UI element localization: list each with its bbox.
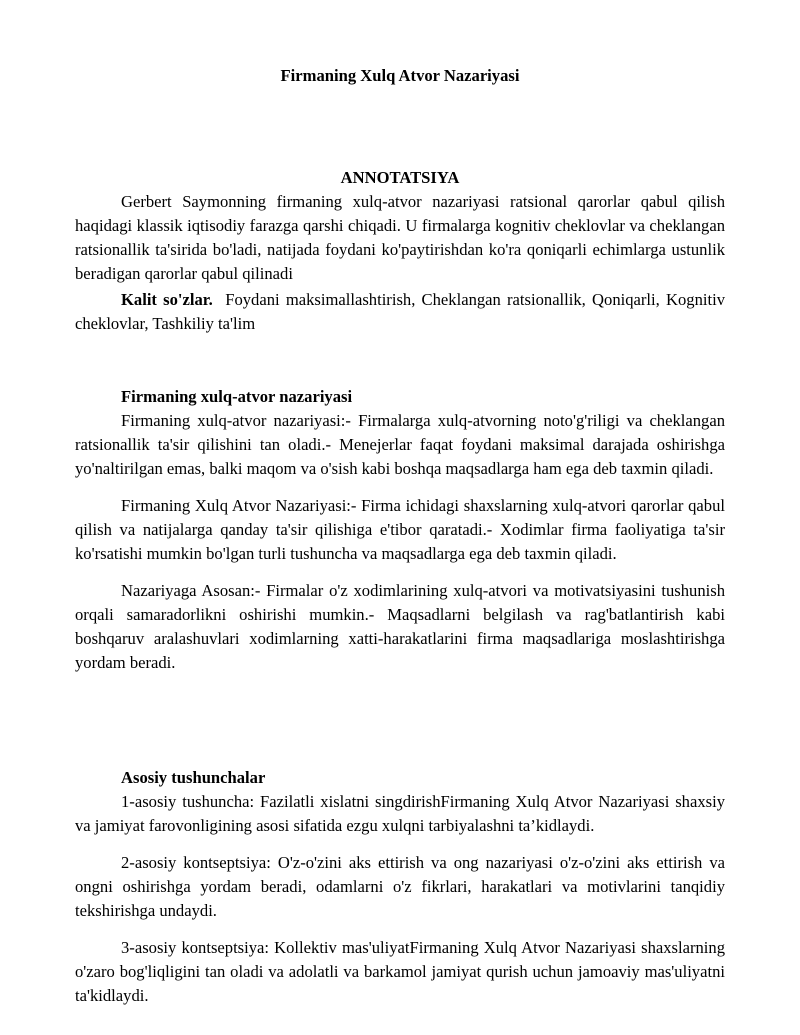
keywords-label: Kalit so'zlar. xyxy=(121,290,213,309)
paragraph: Nazariyaga Asosan:- Firmalar o'z xodimlarining xulq-atvori va motivatsiyasini tushunish orqali samaradorlikni oshirishi mumkin.- Maqsadlarni belgilash va rag'batlantirish kabi boshqaruv aralashuvlari xodimlarning xatti-harakatlarini firma maqsadlariga moslashtirishga yordam beradi. xyxy=(75,581,725,672)
annotation-heading: ANNOTATSIYA xyxy=(340,168,460,187)
section-heading: Firmaning xulq-atvor nazariyasi xyxy=(121,387,353,406)
paragraph: 2-asosiy kontseptsiya: O'z-o'zini aks ettirish va ong nazariyasi o'z-o'zini aks ettirish va ongni oshirishga yordam beradi, odamlarni o'z fikrlari, harakatlari va motivlarini tanqidiy tekshirishga undaydi. xyxy=(75,853,725,920)
annotation-text: Gerbert Saymonning firmaning xulq-atvor nazariyasi ratsional qarorlar qabul qilish haqidagi klassik iqtisodiy farazga qarshi chiqadi. U firmalarga kognitiv cheklovlar va cheklangan ratsionallik ta'sirida bo'ladi, natijada foydani ko'paytirishdan ko'ra qoniqarli echimlarga ustunlik beradigan qarorlar qabul qilinadi xyxy=(75,192,725,283)
paragraph: Firmaning xulq-atvor nazariyasi:- Firmalarga xulq-atvorning noto'g'riligi va cheklangan ratsionallik ta'sir qilishini tan oladi.- Menejerlar faqat foydani maksimal darajada oshirishga yo'naltirilgan emas, balki maqom va o'sish kabi boshqa maqsadlarga ham ega deb taxmin qiladi. xyxy=(75,411,725,478)
annotation-section xyxy=(75,166,725,336)
document-title: Firmaning Xulq Atvor Nazariyasi xyxy=(280,66,520,85)
keywords-paragraph xyxy=(75,288,725,336)
section-key-concepts xyxy=(75,766,725,1008)
paragraph: Firmaning Xulq Atvor Nazariyasi:- Firma ichidagi shaxslarning xulq-atvori qarorlar qabul qilish va natijalarga qanday ta'sir qilishiga e'tibor qaratadi.- Xodimlar firma faoliyatiga ta'sir ko'rsatishi mumkin bo'lgan turli tushuncha va maqsadlarga ega deb taxmin qiladi. xyxy=(75,496,725,563)
section-heading: Asosiy tushunchalar xyxy=(121,768,266,787)
section-behavior-theory xyxy=(75,385,725,675)
keywords-text: Foydani maksimallashtirish, Cheklangan ratsionallik, Qoniqarli, Kognitiv cheklovlar, Tashkiliy ta'lim xyxy=(75,290,726,333)
paragraph: 1-asosiy tushuncha: Fazilatli xislatni singdirishFirmaning Xulq Atvor Nazariyasi shaxsiy va jamiyat farovonligining asosi sifatida ezgu xulqni tarbiyalashni ta’kidlaydi. xyxy=(75,792,725,835)
paragraph: 3-asosiy kontseptsiya: Kollektiv mas'uliyatFirmaning Xulq Atvor Nazariyasi shaxslarning o'zaro bog'liqligini tan oladi va adolatli va barkamol jamiyat qurish uchun jamoaviy mas'uliyatni ta'kidlaydi. xyxy=(75,938,725,1005)
document-title-block xyxy=(75,64,725,88)
